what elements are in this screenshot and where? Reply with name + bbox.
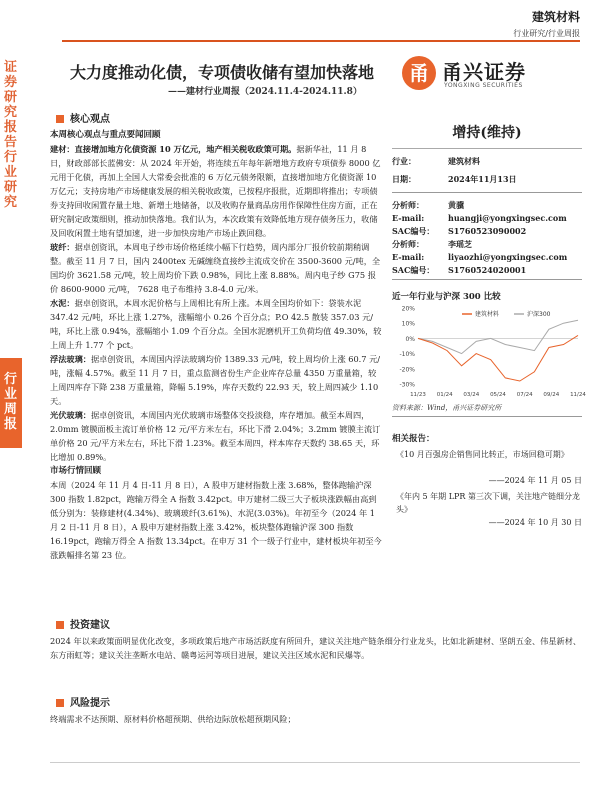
info-divider	[392, 192, 582, 193]
industry-vs-csi300-chart	[392, 304, 586, 400]
related-report-2-date: ——2024 年 10 月 30 日	[488, 518, 582, 527]
para-cement: 水泥：据卓创资讯，本周水泥价格与上周相比有所上涨。本周全国均价如下：袋装水泥 347.42 元/吨，环比上涨 1.27%，涨幅缩小 0.26 个百分点；P.O 42.5 散装 357.03 元/吨，环比上涨 0.94%，涨幅缩小 1.09 个百分点。全国水泥磨机开工负荷均值 49.30%，较上周上升 1.77 个 pct。	[50, 298, 382, 350]
info-divider	[392, 279, 582, 280]
square-bullet-icon	[56, 699, 64, 707]
y-tick-label: 0%	[405, 335, 415, 343]
logo-en: YONGXING SECURITIES	[444, 82, 523, 89]
x-tick-label: 11/24	[570, 392, 586, 398]
x-tick-label: 05/24	[490, 392, 506, 398]
para-fiberglass: 玻纤：据卓创资讯，本周电子纱市场价格延续小幅下行趋势，周内部分厂报价较前期稍调整。截至 11 月 7 日，国内 2400tex 无碱缠绕直接纱主流成交价在 3500-3600 元/吨，全国均价 3621.58 元/吨，较上周均价下跌 0.98%，同比上涨 8.88%。周内电子纱 G75 报价 8600-9000 元/吨， 7628 电子布维持 3.8-4.0 元/米。	[50, 242, 381, 294]
logo-mark-icon: 甬	[402, 56, 436, 90]
info-sac1: SAC编号： S1760523090002	[392, 226, 527, 236]
series-line-building-materials	[418, 335, 578, 381]
para-float-glass: 浮法玻璃：据卓创资讯，本周国内浮法玻璃均价 1389.33 元/吨，较上周均价上涨 60.7 元/吨，涨幅 4.57%。截至 11 月 7 日，重点监测省份生产企业库存总量 4350 万重量箱，较上周四库存下降 238 万重量箱，降幅 5.19%，库存天数约 22.93 天，较上周四减少 1.10 天。	[50, 354, 381, 406]
para-pv-glass: 光伏玻璃：据卓创资讯，本周国内光伏玻璃市场整体交投淡稳，库存增加。截至本周四，2.0mm 镀膜面板主流订单价格 12 元/平方米左右，环比下滑 2.04%；3.2mm 镀膜主流订单价格 20 元/平方米左右，环比下滑 1.23%。截至本周四，样本库存天数约 38.65 天，环比增加 0.89%。	[50, 410, 381, 462]
related-report-1-date: ——2024 年 11 月 05 日	[488, 476, 582, 485]
x-tick-label: 03/24	[463, 392, 480, 398]
report-title: 大力度推动化债，专项债收储有望加快落地	[70, 63, 375, 82]
company-logo	[402, 56, 582, 96]
core-lead: 本周核心观点与重点要闻回顾	[50, 130, 161, 140]
info-sac2: SAC编号： S1760524020001	[392, 265, 527, 275]
header-sector: 建筑材料	[531, 10, 580, 24]
info-analyst1: 分析师： 黄骥	[392, 200, 464, 210]
y-tick-label: 10%	[401, 320, 415, 328]
y-tick-label: -20%	[399, 366, 415, 374]
market-review-heading: 市场行情回顾	[50, 466, 102, 476]
y-tick-label: -30%	[399, 381, 415, 389]
rating-divider	[392, 148, 582, 149]
related-report-2[interactable]: 《年内 5 年期 LPR 第三次下调，关注地产链细分龙头》	[396, 492, 580, 514]
para-market-review: 本周（2024 年 11 月 4 日-11 月 8 日），A 股申万建材指数上涨 3.68%，整体跑输沪深 300 指数 1.82pct，跑输万得全 A 指数 3.42pct。申万建材二级三大子板块涨跌幅由高到低分别为：装修建材(4.34%)、玻璃玻纤(3.61%)、水泥(3.03%)。年初至今（2024 年 1 月 2 日-11 月 8 日），A 股申万建材指数上涨 3.42%，板块整体跑输沪深 300 指数 16.19pct，跑输万得全 A 指数 13.34pct。在申万 31 个一级子行业中，建材板块年初至今涨跌幅排名第 23 位。	[50, 480, 382, 560]
x-tick-label: 01/24	[436, 392, 453, 398]
section-invest-heading: 投资建议	[56, 616, 110, 631]
x-tick-label: 11/23	[410, 392, 426, 398]
para-risk: 终端需求不达预期、原材料价格超预期、供给边际放松超预期风险；	[50, 714, 296, 724]
legend-label: 沪深300	[527, 311, 551, 318]
related-report-1[interactable]: 《10 月百强房企销售同比转正，市场回稳可期》	[396, 450, 569, 459]
header-block	[513, 8, 580, 39]
y-tick-label: -10%	[399, 351, 415, 359]
report-subtitle: ——建材行业周报（2024.11.4-2024.11.8）	[168, 87, 362, 97]
invest-body	[50, 634, 582, 662]
info-email2: E-mail: liyaozhi@yongxingsec.com	[392, 252, 568, 262]
square-bullet-icon	[56, 115, 64, 123]
legend-label: 建筑材料	[475, 311, 500, 318]
header-report-type: 行业研究/行业周报	[513, 29, 580, 38]
related-reports-title: 相关报告：	[392, 434, 435, 444]
info-email1: E-mail: huangji@yongxingsec.com	[392, 213, 567, 223]
header-divider	[62, 40, 580, 42]
info-analyst2: 分析师： 李瑶芝	[392, 239, 472, 249]
logo-cn: 甬兴证券	[442, 60, 526, 84]
side-label-band: 行业周报	[4, 372, 18, 432]
series-line-csi300	[418, 320, 578, 353]
rating: 增持(维持)	[452, 125, 522, 141]
y-tick-label: 20%	[401, 305, 415, 313]
side-label-top: 证券研究报告 行业研究	[4, 60, 18, 210]
footer-divider	[50, 762, 580, 763]
chart-title: 近一年行业与沪深 300 比较	[392, 292, 501, 302]
para-invest: 2024 年以来政策面明显优化改变，多项政策后地产市场活跃度有所回升，建议关注地产链条细分行业龙头，比如北新建材、坚朗五金、伟星新材、东方雨虹等；建议关注垄断水电站、赣粤运河等项目进展，建议关注区域水泥和民爆等。	[50, 636, 582, 660]
x-tick-label: 07/24	[516, 392, 533, 398]
para-building-materials: 建材：直接增加地方化债资源 10 万亿元，地产相关税收政策可期。据新华社，11 月 8 日，财政部部长蓝佛安：从 2024 年开始，将连续五年每年新增地方政府专项债券 8000 亿元用于化债，再加上全国人大常委会批准的 6 万亿元债务限额，直接增加地方化债资源 10 万亿元；支持房地产市场健康发展的相关税收政策，已按程序报批，近期即将推出；专项债券支持回收闲置存量土地、新增土地储备，以及收购存量商品房用作保障性住房方面，正在研究制定政策细则，推动加快落地。我们认为，本次政策有效降低地方现存债务压力，收储及回收闲置土地有望加速，进一步加快房地产市场止跌回稳。	[50, 144, 381, 238]
section-risk-heading: 风险提示	[56, 694, 110, 709]
core-body	[50, 128, 382, 562]
x-tick-label: 09/24	[543, 392, 560, 398]
info-industry: 行业： 建筑材料	[392, 156, 480, 166]
chart-source: 资料来源：Wind，甬兴证券研究所	[392, 404, 502, 412]
risk-body	[50, 712, 582, 726]
square-bullet-icon	[56, 621, 64, 629]
info-date: 日期： 2024年11月13日	[392, 174, 517, 184]
source-divider	[392, 416, 582, 417]
section-core-heading: 核心观点	[56, 110, 110, 125]
